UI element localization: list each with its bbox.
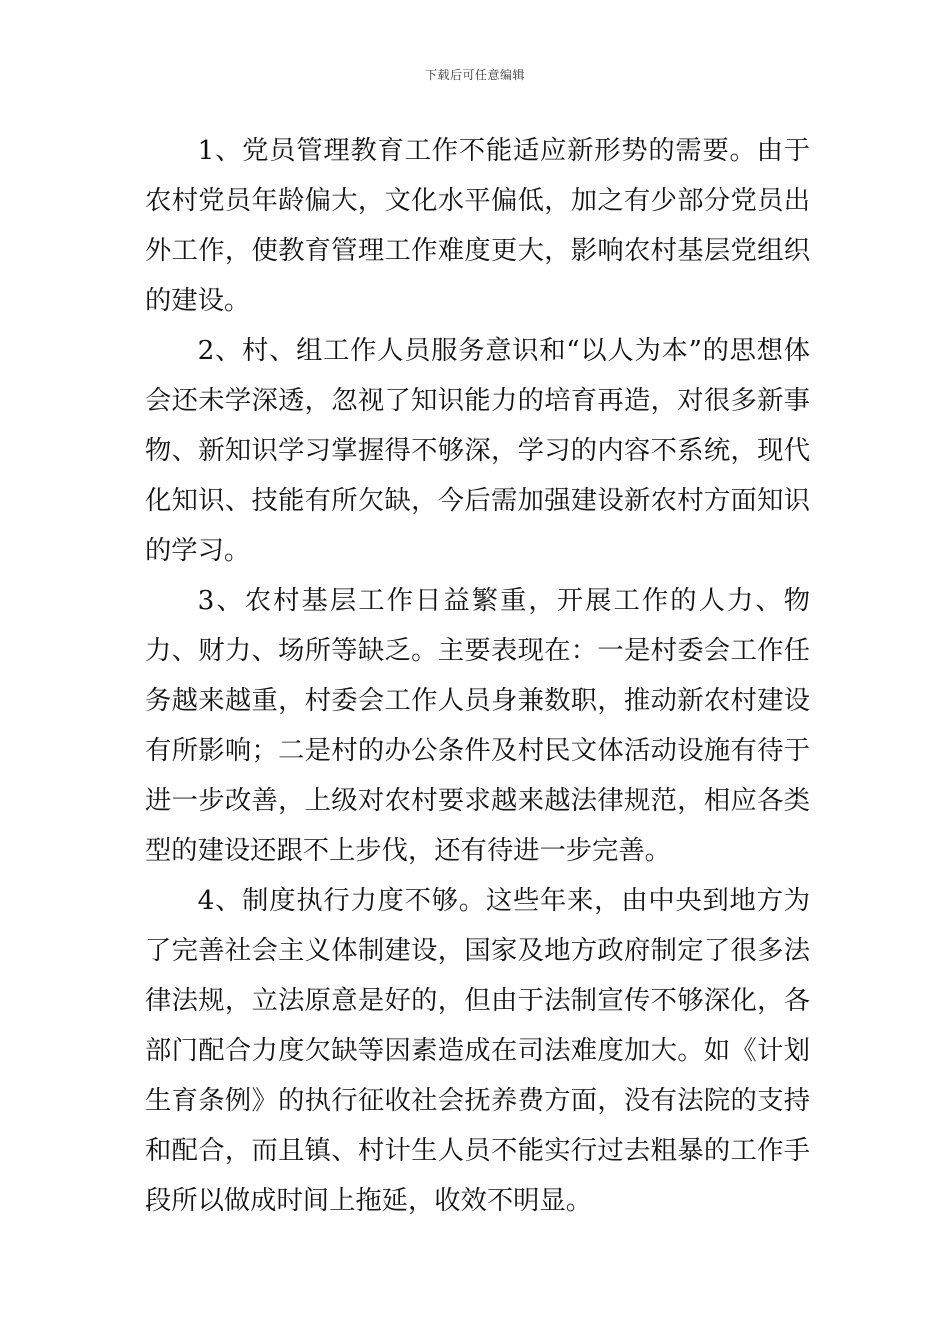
- paragraph-3: 3、农村基层工作日益繁重，开展工作的人力、物力、财力、场所等缺乏。主要表现在：一是村委会工作任务越来越重，村委会工作人员身兼数职，推动新农村建设有所影响；二是村的办公条件及村民文体活动设施有待于进一步改善，上级对农村要求越来越法律规范，相应各类型的建设还跟不上步伐，还有待进一步完善。: [145, 586, 810, 866]
- document-body: [145, 126, 810, 1226]
- paragraph-4: 4、制度执行力度不够。这些年来，由中央到地方为了完善社会主义体制建设，国家及地方政府制定了很多法律法规，立法原意是好的，但由于法制宣传不够深化，各部门配合力度欠缺等因素造成在司法难度加大。如《计划生育条例》的执行征收社会抚养费方面，没有法院的支持和配合，而且镇、村计生人员不能实行过去粗暴的工作手段所以做成时间上拖延，收效不明显。: [145, 886, 810, 1216]
- paragraph-2: 2、村、组工作人员服务意识和“以人为本”的思想体会还未学深透，忽视了知识能力的培育再造，对很多新事物、新知识学习掌握得不够深，学习的内容不系统，现代化知识、技能有所欠缺，今后需加强建设新农村方面知识的学习。: [145, 336, 810, 566]
- paragraph-1: 1、党员管理教育工作不能适应新形势的需要。由于农村党员年龄偏大，文化水平偏低，加之有少部分党员出外工作，使教育管理工作难度更大，影响农村基层党组织的建设。: [145, 136, 810, 316]
- page-header: 下载后可任意编辑: [424, 68, 525, 82]
